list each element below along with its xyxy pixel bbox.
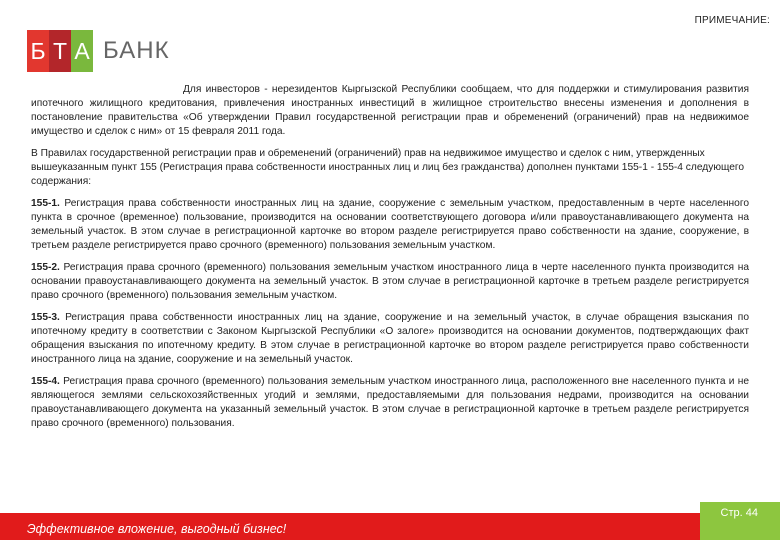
logo-letter-b: Б — [27, 30, 49, 72]
bta-bank-logo — [27, 30, 170, 72]
note-label: ПРИМЕЧАНИЕ: — [694, 15, 770, 26]
clause-text: Регистрация права собственности иностранных лиц на здание, сооружение с земельным участком, предоставленным в черте населенного пункта в срочное (временное) пользование, производится на основании соответствующего договора и/или правоустанавливающего документа на земельный участок. В этом случае в регистрационной карточке во втором разделе регистрируется право собственности на здание, сооружение, в третьем разделе регистрируется право срочного (временного) пользования земельным участком. — [31, 198, 749, 251]
clause-155-4 — [31, 375, 749, 431]
clause-text: Регистрация права срочного (временного) пользования земельным участком иностранного лица в черте населенного пункта производится на основании правоустанавливающего документа на земельный участок. В этом случае в регистрационной карточке в третьем разделе регистрируется право срочного (временного) пользования земельным участком. — [31, 262, 749, 301]
clause-number: 155-3. — [31, 312, 60, 323]
logo-blocks — [27, 30, 93, 72]
clause-number: 155-2. — [31, 262, 60, 273]
logo-letter-a: А — [71, 30, 93, 72]
clause-text: Регистрация права срочного (временного) пользования земельным участком иностранного лица, расположенного вне населенного пункта и не являющегося землями сельскохозяйственных угодий и землями, предоставляемыми для пользования недрами, производится на основании правоустанавливающего документа на указанный земельный участок. В этом случае в регистрационной карточке в третьем разделе регистрируется право срочного (временного) пользования. — [31, 376, 749, 429]
intro-paragraph: Для инвесторов - нерезидентов Кыргызской Республики сообщаем, что для поддержки и стимулирования развития ипотечного жилищного кредитования, привлечения иностранных инвестиций в жилищное строительство внесены изменения и дополнения в постановление правительства «Об утверждении Правил государственной регистрации прав и обременений (ограничений) прав на недвижимое имущество и сделок с ним» от 15 февраля 2011 года. — [31, 84, 749, 137]
rules-paragraph: В Правилах государственной регистрации прав и обременений (ограничений) прав на недвижимое имущество и сделок с ним, утвержденных вышеуказанным пункт 155 (Регистрация права собственности иностранных лиц и лиц без гражданства) дополнен пунктами 155-1 - 155-4 следующего содержания: — [31, 148, 745, 187]
logo-letter-t: Т — [49, 30, 71, 72]
clause-number: 155-1. — [31, 198, 60, 209]
document-body — [31, 83, 749, 439]
footer — [0, 502, 780, 540]
page-number: Стр. 44 — [720, 507, 758, 519]
clause-text: Регистрация права собственности иностранных лиц на здание, сооружение и на земельный участок, в случае обращения взыскания по ипотечному кредиту в соответствии с Законом Кыргызской Республики «О залоге» производится на основании документов, подтверждающих факт обращения взыскания по ипотечному кредиту. В этом случае в регистрационной карточке во втором разделе регистрируется право собственности иностранного лица на здание, сооружение и на земельный участок. — [31, 312, 749, 365]
footer-slogan: Эффективное вложение, выгодный бизнес! — [27, 522, 287, 536]
clause-155-1 — [31, 197, 749, 253]
clause-155-2 — [31, 261, 749, 303]
clause-number: 155-4. — [31, 376, 60, 387]
logo-bank-text: БАНК — [103, 37, 170, 64]
clause-155-3 — [31, 311, 749, 367]
